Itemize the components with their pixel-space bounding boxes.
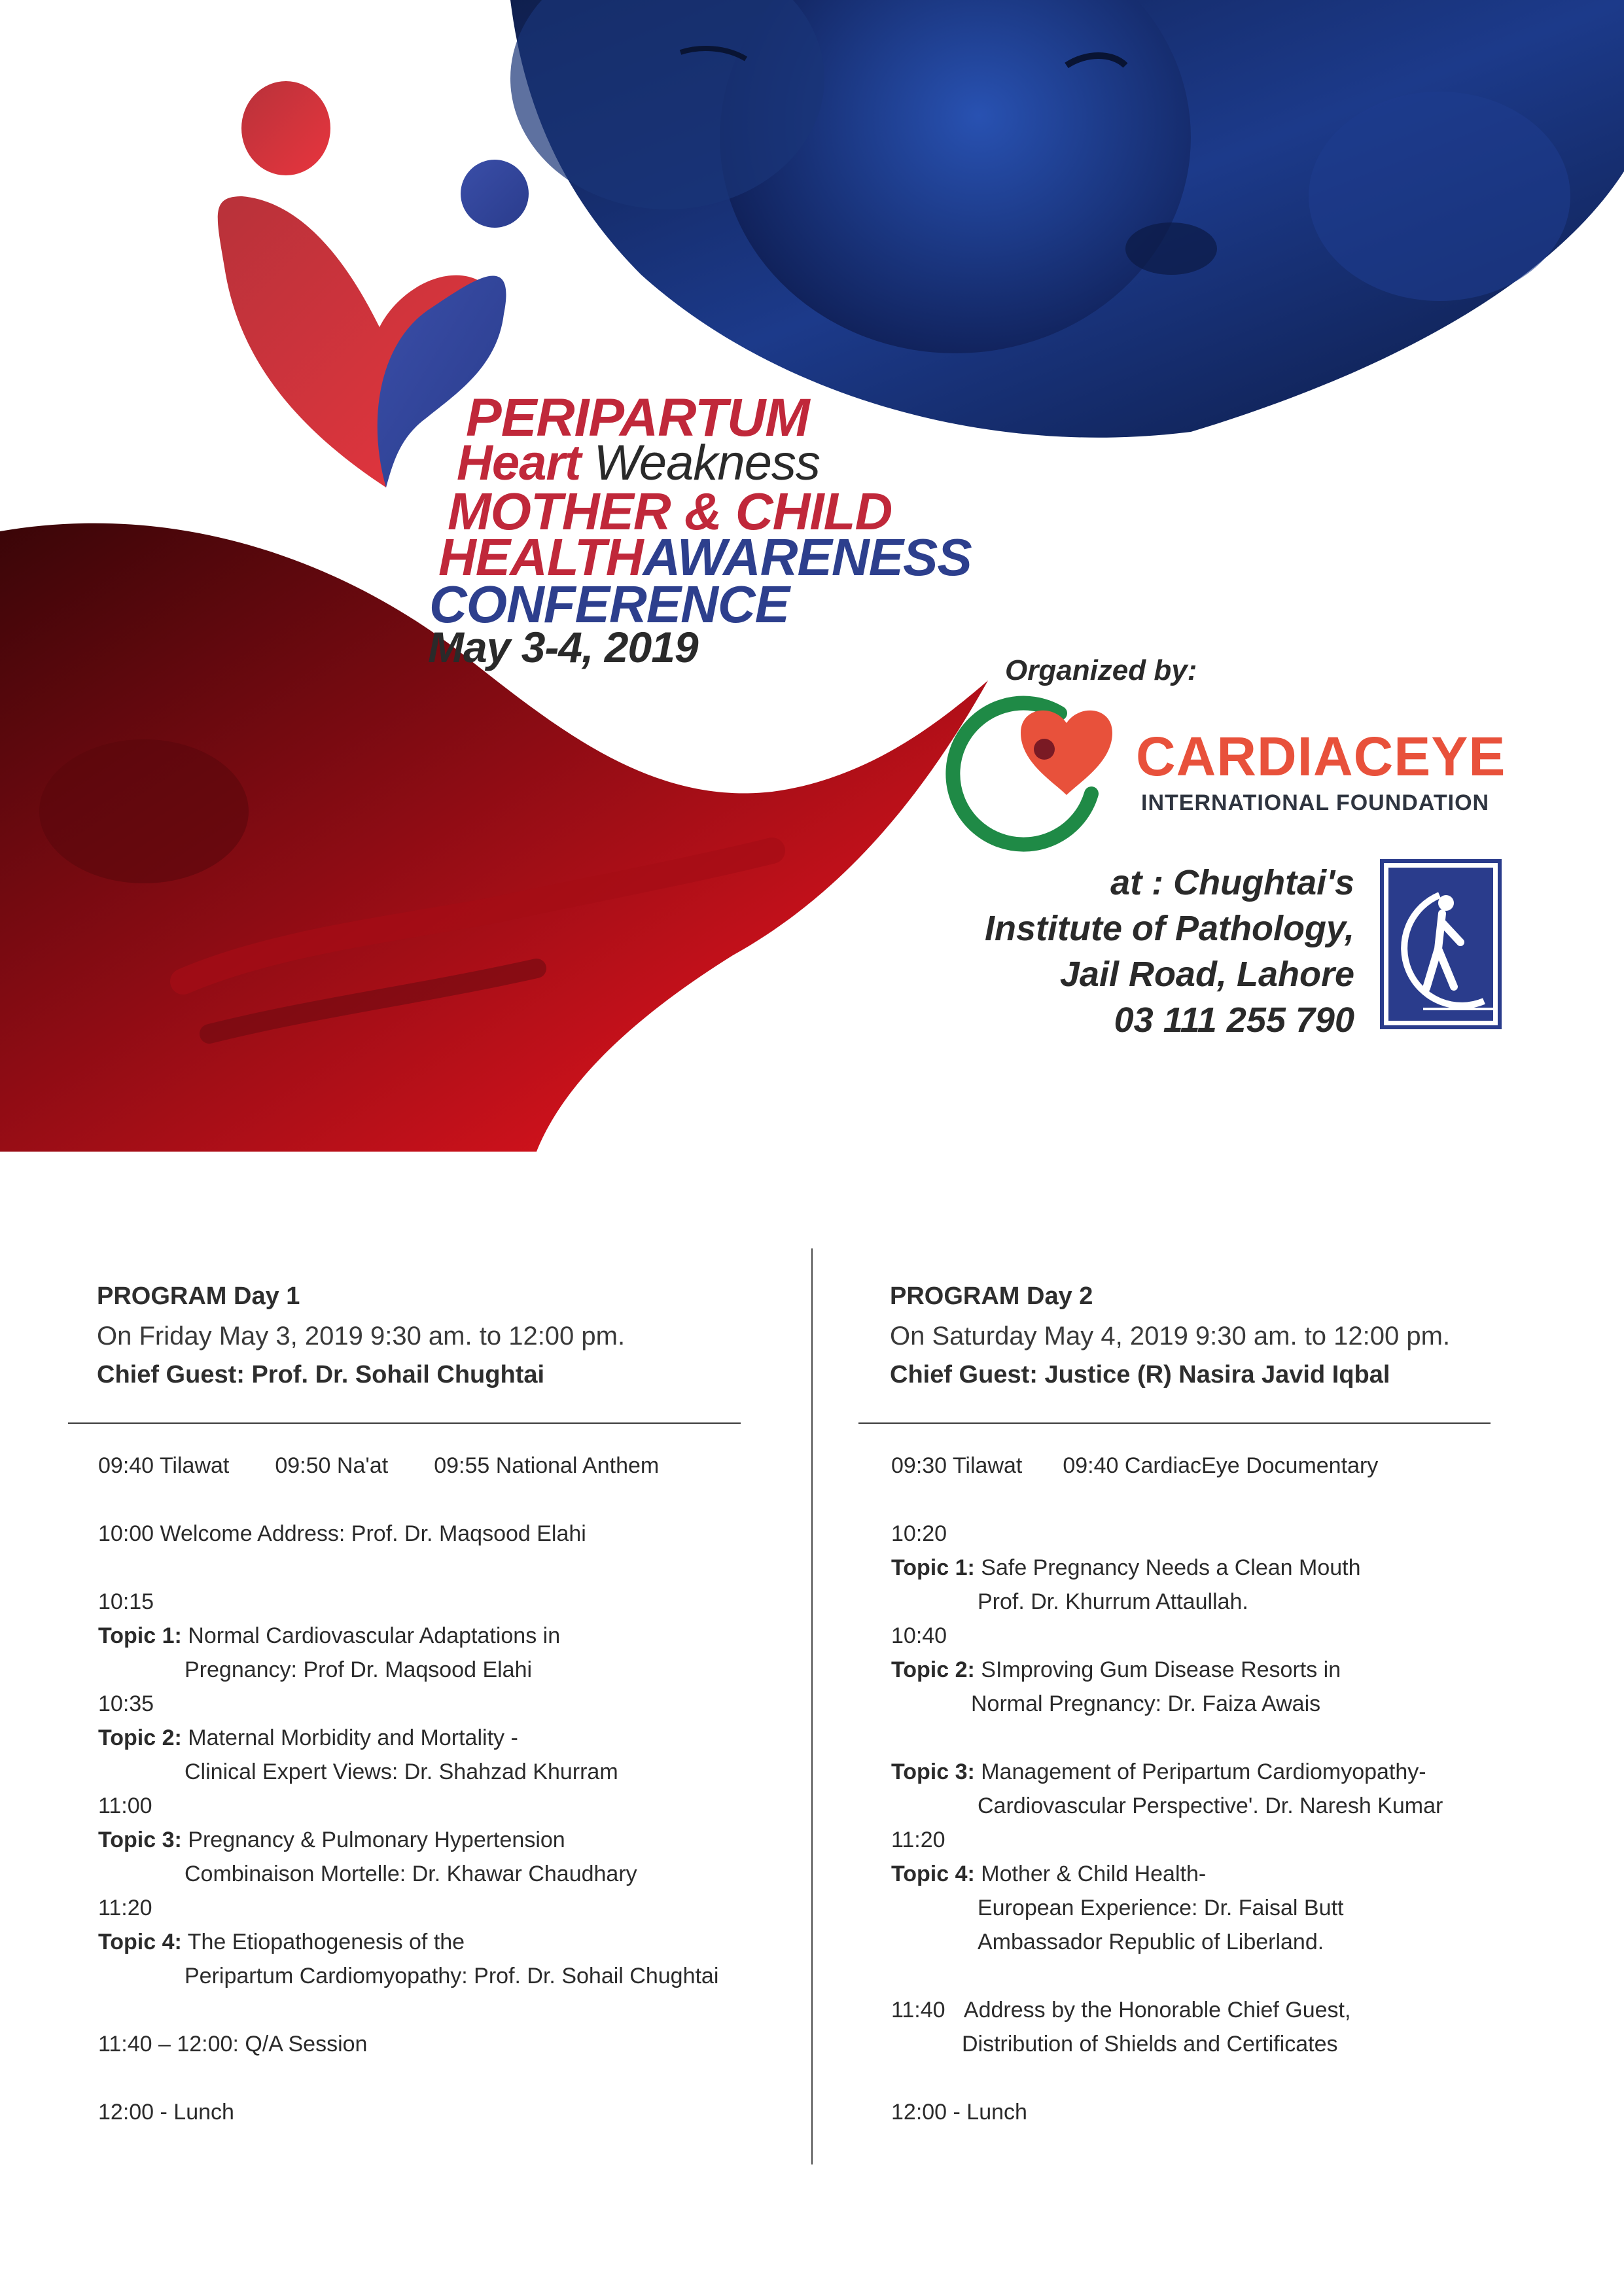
day1-date: On Friday May 3, 2019 9:30 am. to 12:00 pm. <box>97 1322 626 1351</box>
day1-schedule <box>98 1449 718 2129</box>
day2-t3-speaker: Cardiovascular Perspective'. Dr. Naresh Kumar <box>978 1793 1443 1818</box>
program-day2-header <box>890 1282 1597 1400</box>
day2-topic4 <box>891 1857 1443 1891</box>
day1-t2-title: Maternal Morbidity and Mortality - <box>188 1725 518 1750</box>
day2-address-time: 11:40 <box>891 1998 945 2022</box>
day1-t1-time: 10:15 <box>98 1589 154 1614</box>
day2-schedule <box>891 1449 1443 2129</box>
title-line-conference: CONFERENCE <box>429 575 790 633</box>
day2-t4-speaker-role: Ambassador Republic of Liberland. <box>978 1930 1324 1954</box>
day2-t2-title: SImproving Gum Disease Resorts in <box>981 1657 1341 1682</box>
day2-tilawat: 09:30 Tilawat <box>891 1453 1023 1478</box>
day1-t2-speaker: Clinical Expert Views: Dr. Shahzad Khurram <box>185 1759 618 1784</box>
day2-t1-title: Safe Pregnancy Needs a Clean Mouth <box>981 1555 1361 1580</box>
venue-line-2: Institute of Pathology, <box>985 909 1354 948</box>
cardiaceye-name: CARDIACEYE <box>1136 726 1506 787</box>
day1-t4-title: The Etiopathogenesis of the <box>187 1930 465 1954</box>
day1-t3-speaker: Combinaison Mortelle: Dr. Khawar Chaudhary <box>185 1862 637 1886</box>
day1-rule <box>68 1422 741 1424</box>
day1-opening <box>98 1449 718 1483</box>
day2-date: On Saturday May 4, 2019 9:30 am. to 12:00 pm. <box>890 1322 1451 1351</box>
day2-documentary: 09:40 CardiacEye Documentary <box>1063 1453 1379 1478</box>
day1-t2-time: 10:35 <box>98 1691 154 1716</box>
day1-t1-title: Normal Cardiovascular Adaptations in <box>188 1623 561 1648</box>
day2-chief-guest: Chief Guest: Justice (R) Nasira Javid Iqbal <box>890 1361 1390 1388</box>
day1-welcome: 10:00 Welcome Address: Prof. Dr. Maqsood Elahi <box>98 1521 586 1546</box>
day1-t3-time: 11:00 <box>98 1793 152 1818</box>
day2-rule <box>858 1422 1491 1424</box>
chughtai-logo <box>1382 861 1500 1027</box>
title-word-awareness: AWARENESS <box>643 528 972 586</box>
day2-address-title: Address by the Honorable Chief Guest, <box>963 1998 1351 2022</box>
day1-tilawat: 09:40 Tilawat <box>98 1453 230 1478</box>
day2-t4-label: Topic 4: <box>891 1862 975 1886</box>
day2-heading: PROGRAM Day 2 <box>890 1282 1093 1310</box>
day2-t4-title: Mother & Child Health- <box>981 1862 1207 1886</box>
title-line-heart-weakness <box>457 435 820 491</box>
day2-topic1 <box>891 1551 1443 1585</box>
day2-t4-time: 11:20 <box>891 1828 945 1852</box>
day1-topic4 <box>98 1925 718 1959</box>
day2-topic3 <box>891 1755 1443 1789</box>
venue-phone: 03 111 255 790 <box>1114 1000 1354 1040</box>
day2-t3-label: Topic 3: <box>891 1759 975 1784</box>
column-divider <box>811 1248 813 2164</box>
day1-topic3 <box>98 1823 718 1857</box>
conference-date: May 3-4, 2019 <box>428 623 698 671</box>
day1-t2-label: Topic 2: <box>98 1725 182 1750</box>
title-word-heart: Heart <box>457 435 581 491</box>
title-line-peripartum: PERIPARTUM <box>466 388 809 448</box>
day1-lunch: 12:00 - Lunch <box>98 2100 234 2125</box>
program-day1-header <box>97 1282 803 1400</box>
title-word-weakness: Weakness <box>593 435 820 491</box>
cardiaceye-subtitle: INTERNATIONAL FOUNDATION <box>1141 790 1490 815</box>
day1-t4-speaker: Peripartum Cardiomyopathy: Prof. Dr. Sohail Chughtai <box>185 1964 719 1988</box>
day2-t2-label: Topic 2: <box>891 1657 975 1682</box>
day2-lunch: 12:00 - Lunch <box>891 2100 1027 2125</box>
day1-t3-title: Pregnancy & Pulmonary Hypertension <box>188 1828 565 1852</box>
day1-topic2 <box>98 1721 718 1755</box>
day1-t3-label: Topic 3: <box>98 1828 182 1852</box>
day2-opening <box>891 1449 1443 1483</box>
day2-t2-time: 10:40 <box>891 1623 947 1648</box>
day2-address-detail: Distribution of Shields and Certificates <box>962 2032 1338 2057</box>
day1-t4-label: Topic 4: <box>98 1930 182 1954</box>
day1-qa-session: 11:40 – 12:00: Q/A Session <box>98 2032 368 2057</box>
day2-t1-speaker: Prof. Dr. Khurrum Attaullah. <box>978 1589 1248 1614</box>
day2-t4-speaker: European Experience: Dr. Faisal Butt <box>978 1896 1344 1920</box>
venue-line-3: Jail Road, Lahore <box>1059 955 1354 994</box>
day1-t4-time: 11:20 <box>98 1896 152 1920</box>
day2-t2-speaker: Normal Pregnancy: Dr. Faiza Awais <box>971 1691 1321 1716</box>
day1-topic1 <box>98 1619 718 1653</box>
day1-heading: PROGRAM Day 1 <box>97 1282 300 1310</box>
day1-t1-label: Topic 1: <box>98 1623 182 1648</box>
day1-anthem: 09:55 National Anthem <box>434 1453 660 1478</box>
day1-naat: 09:50 Na'at <box>275 1453 389 1478</box>
day2-t3-title: Management of Peripartum Cardiomyopathy- <box>981 1759 1426 1784</box>
day2-topic2 <box>891 1653 1443 1687</box>
mother-baby-photo <box>510 0 1624 438</box>
cardiaceye-logo-icon <box>953 703 1112 845</box>
venue-line-1: at : Chughtai's <box>1110 863 1354 902</box>
day1-chief-guest: Chief Guest: Prof. Dr. Sohail Chughtai <box>97 1361 545 1388</box>
organized-by-label: Organized by: <box>1005 654 1197 686</box>
day1-t1-speaker: Pregnancy: Prof Dr. Maqsood Elahi <box>185 1657 533 1682</box>
day2-address <box>891 1993 1443 2027</box>
title-word-health: HEALTH <box>438 528 643 586</box>
day2-t1-time: 10:20 <box>891 1521 947 1546</box>
day2-t1-label: Topic 1: <box>891 1555 975 1580</box>
title-line-mother-child: MOTHER & CHILD <box>448 482 892 540</box>
